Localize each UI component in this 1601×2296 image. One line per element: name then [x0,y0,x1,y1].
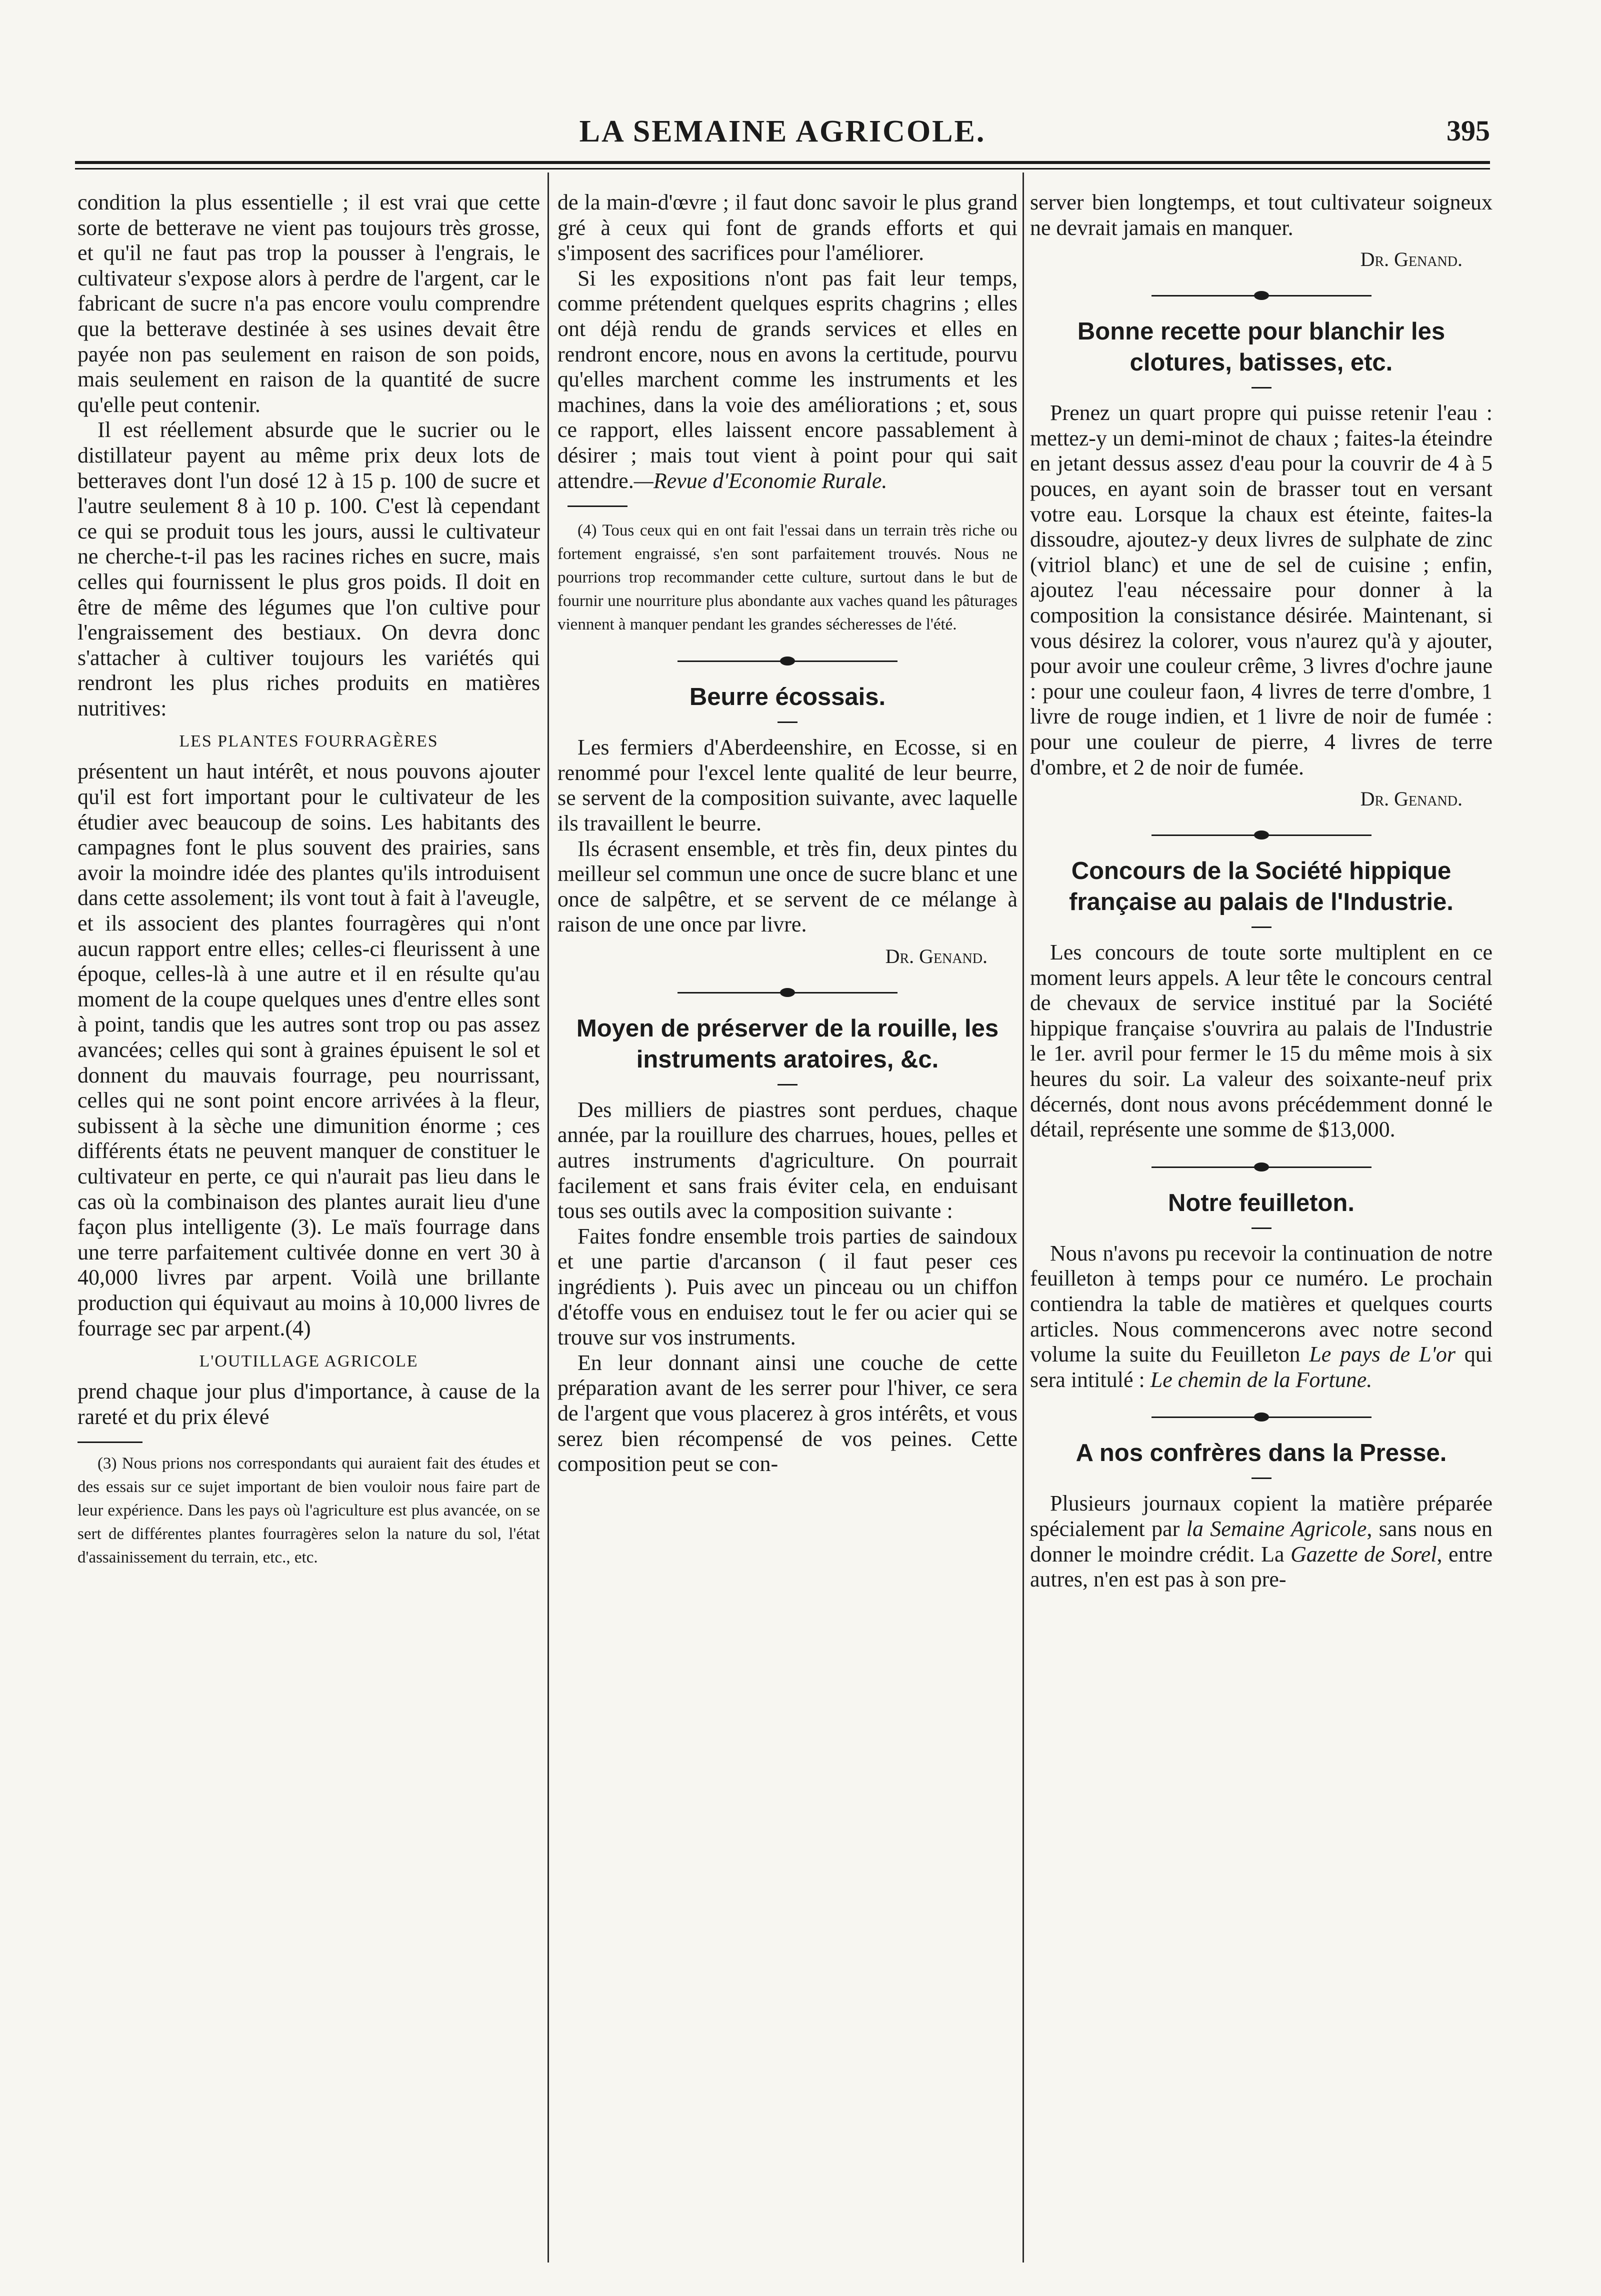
journal-name: Gazette de Sorel [1290,1542,1437,1566]
section-ornament [678,985,898,1000]
paragraph: En leur donnant ainsi une couche de cette préparation avant de les serrer pour l'hiver, ce sera de l'argent que vous placerez à gros intérêts, et vous serez bien récompensé de vos peines. Cette composition peut se con- [558,1350,1018,1476]
page-header [75,114,1490,149]
column-2 [558,190,1018,2260]
article-heading-blanchir: Bonne recette pour blanchir les clotures, batisses, etc. [1077,318,1446,376]
paragraph-text: , sans nous en donner le moindre crédit. La [1030,1516,1492,1566]
section-ornament [678,654,898,668]
paragraph: condition la plus essentielle ; il est vrai que cette sorte de betterave ne vient pas toujours très grosse, et qu'il ne faut pas trop la pousser à l'engrais, le cultivateur s'expose alors à perdre de l'argent, car le fabricant de sucre n'a pas encore voulu comprendre que la betterave destinée à ses usines devait être payée non pas seulement en raison de son poids, mais seulement en raison de la quantité de sucre qu'elle peut contenir. [78,190,540,417]
column-divider-2 [1022,172,1024,2262]
section-ornament [1152,828,1372,842]
paragraph: Prenez un quart propre qui puisse retenir l'eau : mettez-y un demi-minot de chaux ; faites-la éteindre en jetant dessus assez d'eau pour la couvrir de 4 à 5 pouces, en ayant soin de brasser tout en versant votre eau. Lorsque la chaux est éteinte, faites-la dissoudre, ajoutez-y deux livres de sulphate de zinc (vitriol blanc) et une de sel de cuisine ; enfin, ajoutez l'eau nécessaire pour donner à la composition la consistance désirée. Maintenant, si vous désirez la colorer, vous n'aurez qu'à y ajouter, pour avoir une couleur crême, 3 livres d'ochre jaune : pour une couleur faon, 4 livres de terre d'ombre, 1 livre de rouge indien, et 1 livre de noir de fumée : pour une couleur de pierre, 4 livres de terre d'ombre, et 2 de noir de fumée. [1030,400,1492,780]
paragraph: Les fermiers d'Aberdeenshire, en Ecosse, si en renommé pour l'excel lente qualité de leur beurre, se servent de la composition suivante, avec laquelle ils travaillent le beurre. [558,735,1018,836]
paragraph: Il est réellement absurde que le sucrier ou le distillateur payent au même prix deux lots de betteraves dont l'un dosé 12 à 15 p. 100 de sucre et l'autre seulement 8 à 10 p. 100. C'est là cependant ce qui se produit tous les jours, aussi le cultivateur ne cherche-t-il pas les racines riches en sucre, mais celles qui fournissent le plus gros poids. Il doit en être de même des légumes que l'on cultive pour l'engraissement des bestiaux. On devra donc s'attacher à cultiver toujours les variétés qui rendront les plus riches produits en matières nutritives: [78,418,540,720]
paragraph-text: Nous n'avons pu recevoir la continuation de notre feuilleton à temps pour ce numéro. Le prochain contiendra la table de matières et quelques courts articles. Nous commencerons avec notre second volume la suite du Feuilleton [1030,1240,1492,1367]
article-heading-feuilleton: Notre feuilleton. [1168,1189,1354,1216]
paragraph-text: Si les expositions n'ont pas fait leur temps, comme prétendent quelques esprits chagrins ; elles ont déjà rendu de grands services et elles en rendront encore, nous en avons la certitude, pourvu qu'elles marchent comme les instruments et les machines, dans la voie des améliorations ; et, sous ce rapport, elles laissent encore passablement à désirer ; mais tout vient à point pour qui sait attendre. [558,266,1018,493]
signature: Dr. Genand. [1360,788,1462,810]
subheading-outillage-agricole: L'OUTILLAGE AGRICOLE [199,1352,418,1371]
paragraph-text: Plusieurs journaux copient la matière préparée spécialement par [1030,1491,1492,1541]
feuilleton-next-title: Le chemin de la Fortune. [1150,1367,1372,1392]
paragraph: server bien longtemps, et tout cultivateur soigneux ne devrait jamais en manquer. [1030,190,1492,240]
column-divider-1 [548,172,549,2262]
paragraph-text: qui sera intitulé : [1030,1342,1492,1392]
column-1 [78,190,540,2260]
paragraph [1030,1241,1492,1393]
heading-dash [1252,387,1272,388]
article-heading-rouille: Moyen de préserver de la rouille, les instruments aratoires, &c. [576,1014,999,1073]
paragraph: Les concours de toute sorte multiplent en ce moment leurs appels. A leur tête le concours central de chevaux de service institué par la Société hippique française s'ouvrira au palais de l'Industrie le 1er. avril pour fermer le 15 du même mois à six heures du soir. La valeur des soixante-neuf prix décernés, dont nous avons précédemment donné le détail, représente une somme de $13,000. [1030,940,1492,1142]
header-rule-thin [75,168,1490,170]
paragraph [558,266,1018,494]
paragraph: de la main-d'œvre ; il faut donc savoir le plus grand gré à ceux qui font de grands efforts et qui s'imposent des sacrifices pour l'améliorer. [558,190,1018,266]
heading-dash [1252,1478,1272,1479]
journal-name: la Semaine Agricole [1186,1516,1367,1541]
paragraph: Ils écrasent ensemble, et très fin, deux pintes du meilleur sel commun une once de sucre blanc et une once de salpêtre, et se servent de ce mélange à raison de une once par livre. [558,836,1018,937]
source-citation: —Revue d'Economie Rurale. [634,468,888,493]
article-heading-beurre: Beurre écossais. [689,684,886,711]
paragraph: prend chaque jour plus d'importance, à cause de la rareté et du prix élevé [78,1379,540,1429]
footnote-3: (3) Nous prions nos correspondants qui auraient fait des études et des essais sur ce sujet important de bien vouloir nous faire part de leur expérience. Dans les pays où l'agriculture est plus avancée, on se sert de différentes plantes fourragères selon la nature du sol, l'état d'assainissement du terrain, etc., etc. [78,1454,540,1567]
section-ornament [1152,1160,1372,1174]
heading-dash [778,1084,798,1086]
signature: Dr. Genand. [885,944,988,968]
column-3 [1030,190,1492,2260]
feuilleton-title: Le pays de L'or [1309,1342,1456,1367]
heading-dash [1252,1228,1272,1229]
header-rule-thick [75,161,1490,164]
paragraph: Faites fondre ensemble trois parties de saindoux et une partie d'arcanson ( il faut peser ces ingrédients ). Puis avec un pinceau ou un chiffon d'étoffe vous en enduisez tout le fer ou acier qui se trouve sur vos instruments. [558,1224,1018,1350]
paragraph [1030,1491,1492,1592]
paragraph: présentent un haut intérêt, et nous pouvons ajouter qu'il est fort important pour le cultivateur de les étudier avec beaucoup de soins. Les habitants des campagnes font le plus souvent des prairies, sans avoir la moindre idée des plantes qu'ils introduisent dans cette assolement; ils vont tout à fait à l'aveugle, et ils associent des plantes fourragères qui n'ont aucun rapport entre elles; celles-ci fleurissent à une époque, celles-là à une autre et il en résulte qu'au moment de la coupe quelques unes d'entre elles sont à point, tandis que les autres sont trop ou pas assez avancées; celles qui sont à graines épuisent le sol et donnent du mauvais fourrage, peu nourrissant, celles qui ne sont point encore arrivées à la fleur, subissent à la sèche une dimunition énorme ; ces différents états ne peuvent manquer de constituer le cultivateur en perte, ce qui n'aurait pas lieu dans le cas où la combinaison des plantes aurait lieu d'une façon plus intelligente (3). Le maïs fourrage dans une terre parfaitement cultivée donne en vert 30 à 40,000 livres par arpent. Voilà une brillante production qui équivaut au moins à 10,000 livres de fourrage sec par arpent.(4) [78,759,540,1340]
page-number: 395 [1446,114,1490,147]
heading-dash [1252,926,1272,928]
journal-title: LA SEMAINE AGRICOLE. [579,114,986,148]
signature: Dr. Genand. [1360,248,1462,271]
paragraph-text: , entre autres, n'en est pas à son pre- [1030,1542,1492,1592]
article-heading-confreres: A nos confrères dans la Presse. [1076,1440,1447,1467]
heading-dash [778,722,798,723]
section-ornament [1152,288,1372,303]
footnote-rule [568,506,628,507]
paragraph: Des milliers de piastres sont perdues, chaque année, par la rouillure des charrues, houes, pelles et autres instruments d'agriculture. On pourrait facilement et sans frais éviter cela, en enduisant tous ses outils avec la composition suivante : [558,1097,1018,1224]
section-ornament [1152,1410,1372,1424]
footnote-rule [78,1442,142,1443]
footnote-4: (4) Tous ceux qui en ont fait l'essai dans un terrain très riche ou fortement engraissé, s'en sont parfaitement trouvés. Nous ne pourrions trop recommander cette culture, surtout dans le but de fournir une nourriture plus abondante aux vaches quand les pâturages viennent à manquer pendant les grandes sécheresses de l'été. [558,522,1018,634]
subheading-plantes-fourrageres: LES PLANTES FOURRAGÈRES [179,732,438,751]
article-heading-concours: Concours de la Société hippique française au palais de l'Industrie. [1069,858,1454,916]
